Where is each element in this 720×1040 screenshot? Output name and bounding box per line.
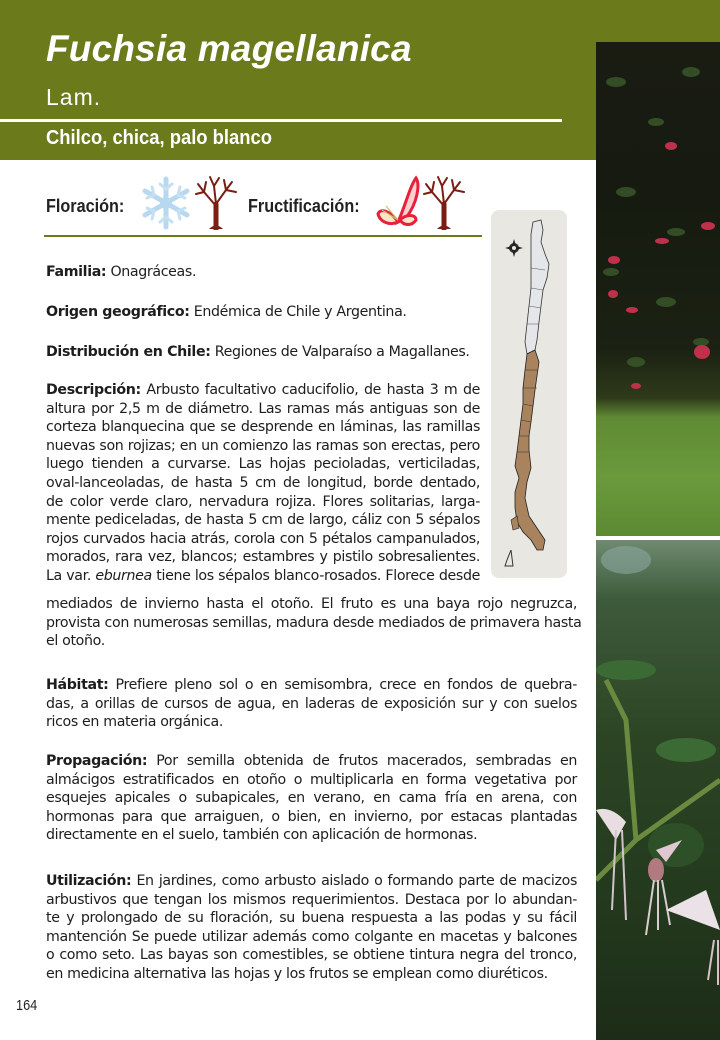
origen-label: Origen geográfico: xyxy=(46,304,190,320)
snowflake-icon xyxy=(136,175,196,231)
page-number: 164 xyxy=(16,997,38,1014)
propagacion-label: Propagación: xyxy=(46,753,148,769)
section-habitat: Hábitat: Prefiere pleno sol o en semisombra, crece en fondos de quebra- das, a orillas de cursos de agua, en laderas de exposición sur y con suelos ricos en materia orgánica. xyxy=(46,677,577,731)
bare-tree-icon xyxy=(420,174,468,230)
habitat-label: Hábitat: xyxy=(46,677,109,693)
fruiting-label: Fructificación: xyxy=(248,196,360,216)
familia-value: Onagráceas. xyxy=(110,264,197,280)
section-descripcion: Descripción: Arbusto facultativo caducifolio, de hasta 3 m de altura por 2,5 m de diámetro. Las ramas más antiguas son de corteza blanquecina que se desprende en láminas, las ramillas nuevas son rojizas; en un comienzo las ramas son erectas, pero luego tienden a curvarse. Las hojas pecioladas, verticiladas, oval-lanceoladas, de hasta 5 cm de longitud, borde dentado, de color verde claro, nervadura rojiza. Flores solitarias, larga- mente pediceladas, de hasta 5 cm de largo, cáliz con 5 sépalos rojos curvados hacia atrás, corola con 5 pétalos campanulados, morados, rara vez, blancos; estambres y pistilo sobresalientes. La var. eburnea tiene los sépalos blanco-rosados. Florece desde xyxy=(46,382,481,584)
origen-value: Endémica de Chile y Argentina. xyxy=(193,304,407,320)
scientific-name: Fuchsia magellanica xyxy=(46,28,412,69)
distribution-map xyxy=(491,210,567,578)
common-names: Chilco, chica, palo blanco xyxy=(46,127,272,149)
distribucion-value: Regiones de Valparaíso a Magallanes. xyxy=(214,344,470,360)
section-propagacion: Propagación: Por semilla obtenida de frutos macerados, sembradas en almácigos estratificados en otoño o multiplicarla en forma vegetativa por esquejes apicales o subapicales, en verano, en cama fría en arena, con hormonas para que arraiguen, o bien, en invierno, por estacas plantadas directamente en el suelo, también con aplicación de hormonas. xyxy=(46,753,577,844)
photo-flowers xyxy=(596,540,720,1040)
section-utilizacion: Utilización: En jardines, como arbusto aislado o formando parte de macizos arbustivos que tengan los mismos requerimientos. Destaca por lo abundan- te y prolongado de su floración, su buena respuesta a las podas y su fácil mantención Se puede utilizar además como colgante en macetas y balcones o como seto. Las bayas son comestibles, se obtiene tintura negra del tronco, en medicina alternativa las hojas y los frutos se emplean como diuréticos. xyxy=(46,873,577,982)
photo-shrub xyxy=(596,42,720,536)
butterfly-icon xyxy=(376,174,422,230)
familia-label: Familia: xyxy=(46,264,107,280)
flowering-label: Floración: xyxy=(46,196,125,216)
section-origen xyxy=(46,303,476,322)
distribucion-label: Distribución en Chile: xyxy=(46,344,211,360)
compass-rose-icon xyxy=(505,239,523,257)
section-familia xyxy=(46,263,476,282)
section-descripcion-cont: mediados de invierno hasta el otoño. El fruto es una baya rojo negruzca, provista con numerosas semillas, madura desde mediados de primavera hasta el otoño. xyxy=(46,596,582,650)
flowers-photo-texture xyxy=(596,540,720,1040)
header-divider xyxy=(0,119,562,122)
section-distribucion xyxy=(46,343,486,362)
shrub-photo-texture xyxy=(596,42,720,536)
utilizacion-label: Utilización: xyxy=(46,873,132,889)
chile-map xyxy=(491,210,567,578)
author-abbreviation: Lam. xyxy=(46,84,102,110)
variety-name: eburnea xyxy=(95,567,152,584)
descripcion-label: Descripción: xyxy=(46,382,141,398)
phenology-divider xyxy=(44,235,482,237)
bare-tree-icon xyxy=(192,174,240,230)
